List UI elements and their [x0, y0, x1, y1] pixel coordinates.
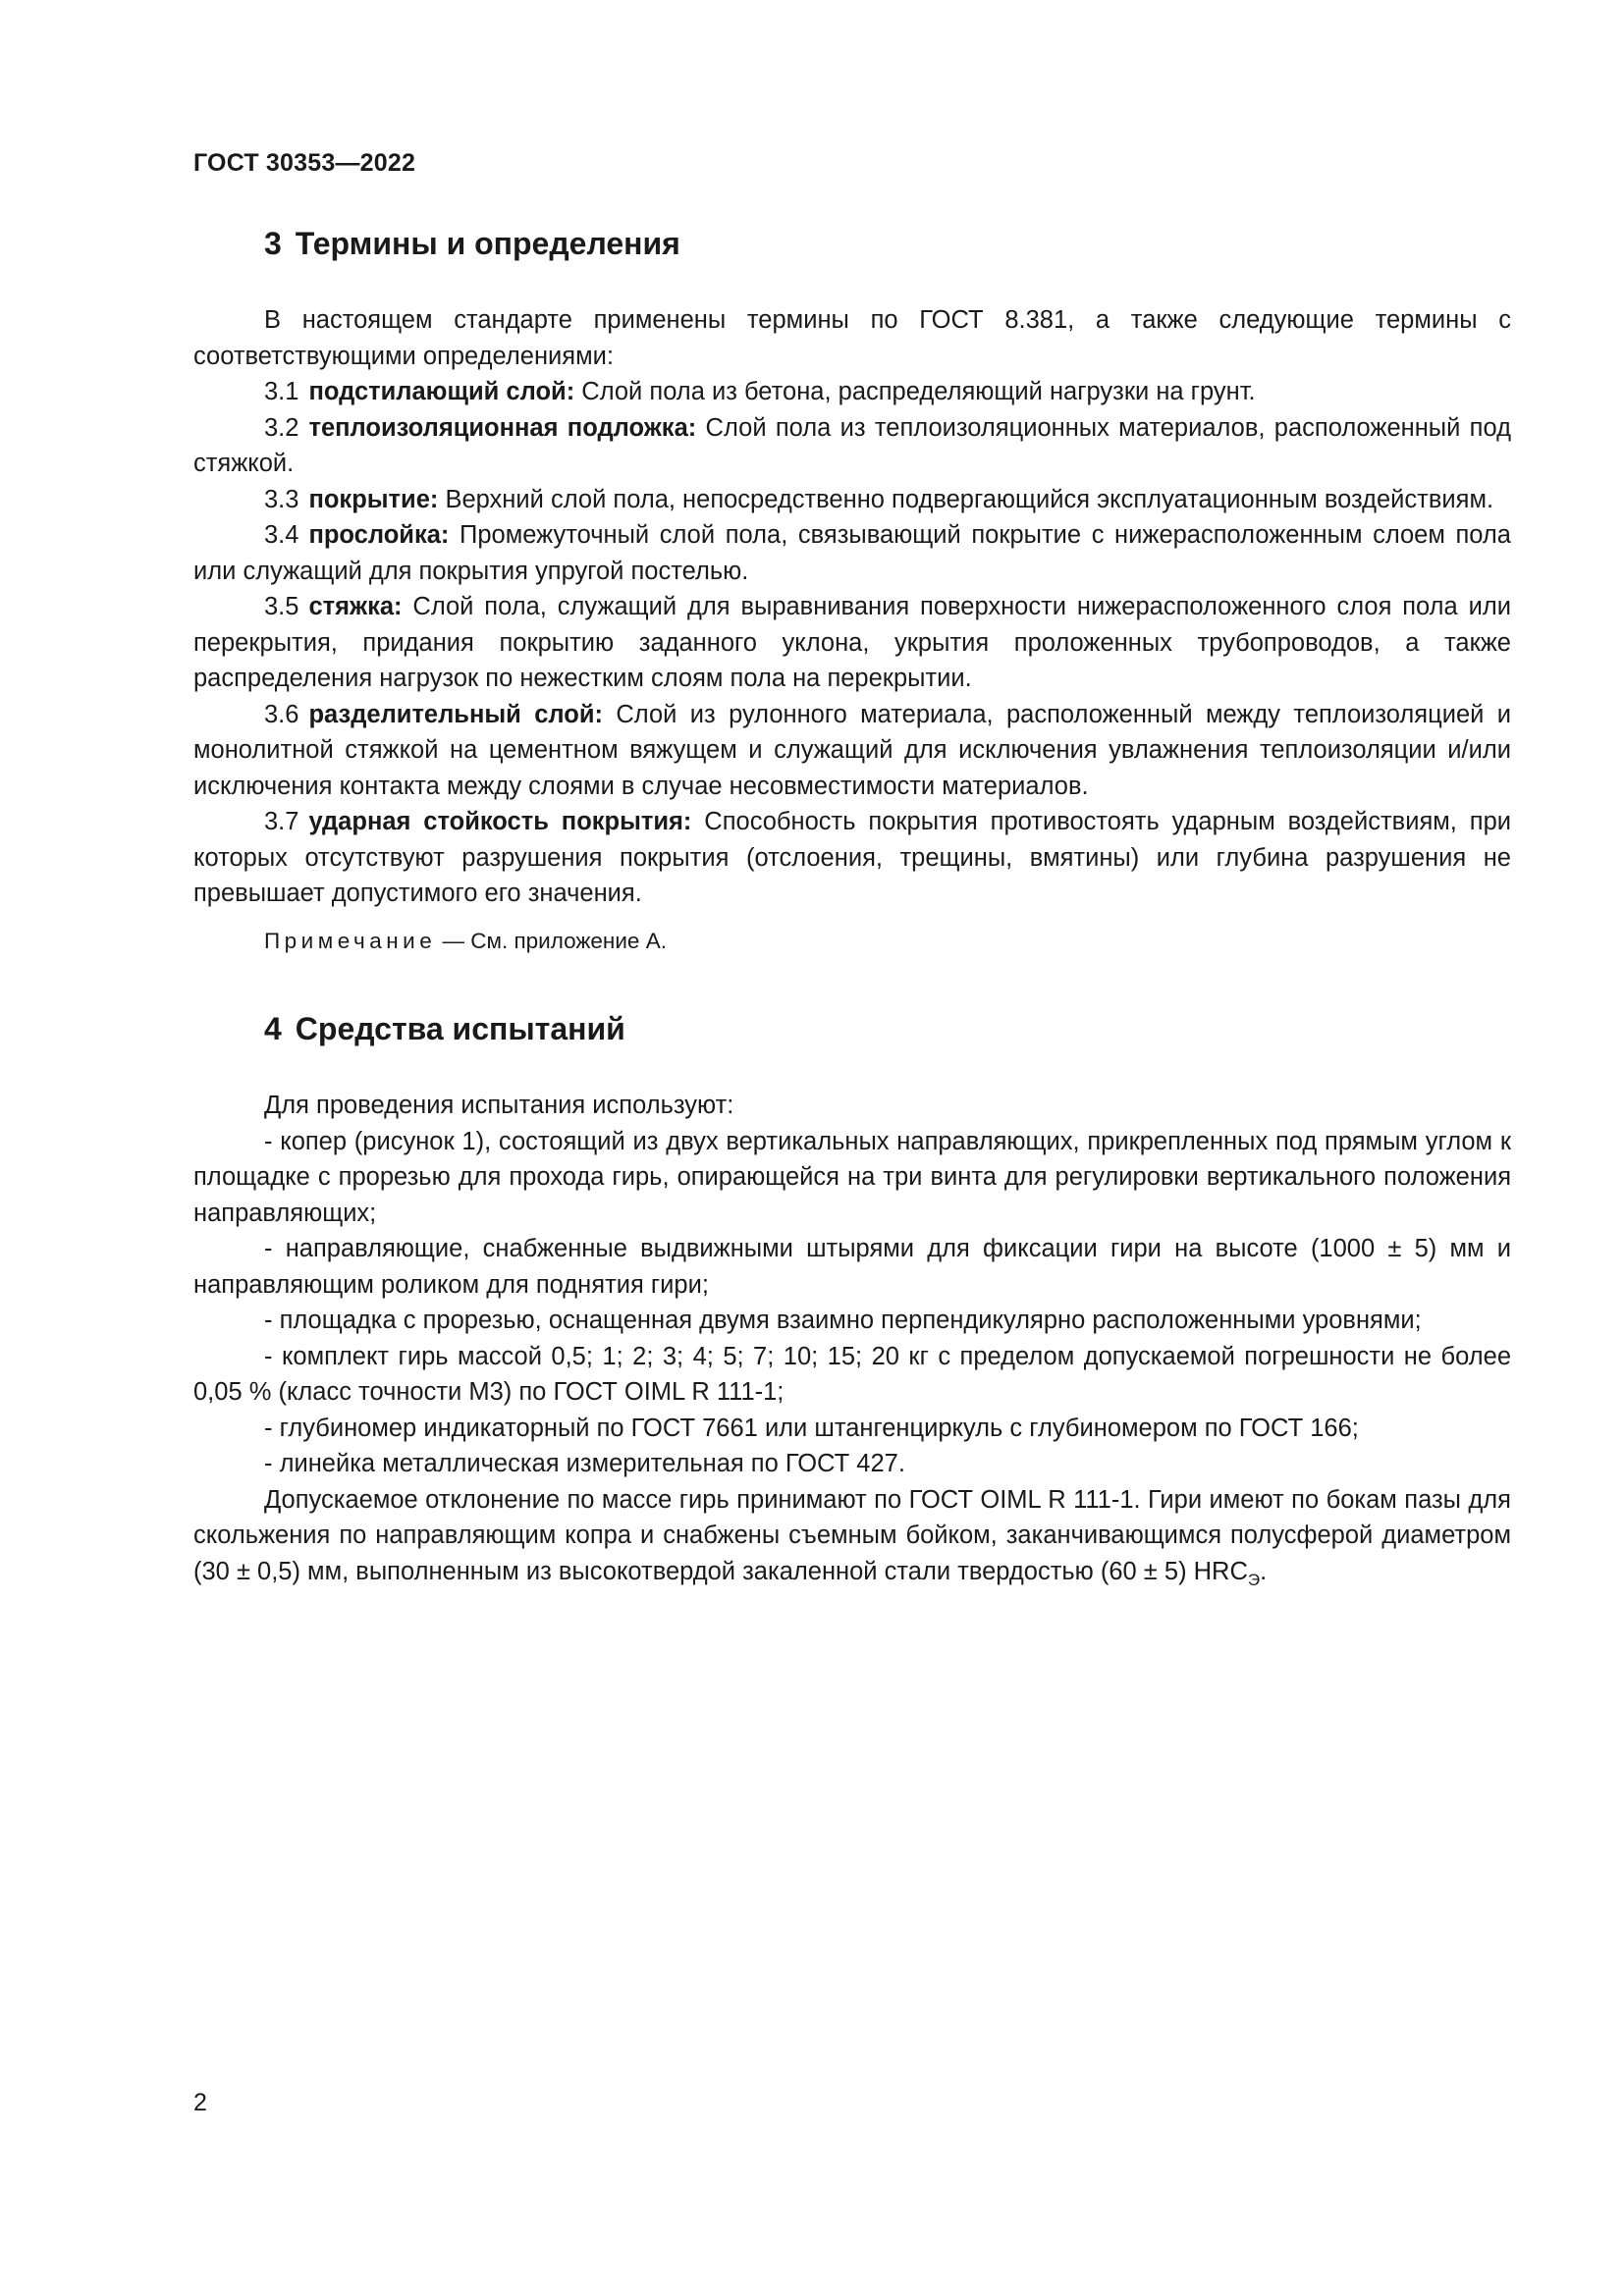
section-test-equipment — [193, 1009, 1511, 1589]
list-item: - площадка с прорезью, оснащенная двумя взаимно перпендикулярно расположенными уровнями; — [264, 1307, 1422, 1334]
term-text: Слой пола, служащий для выравнивания поверхности нижерасположенного слоя пола или перекрытия, придания покрытию заданного уклона, укрытия проложенных трубопроводов, а также распределения нагрузок по нежестким слоям пола на перекрытии. — [193, 593, 1511, 692]
term-number: 3.3 — [264, 485, 299, 513]
term-name: подстилающий слой: — [308, 378, 575, 405]
section-terms — [193, 224, 1511, 957]
term-text: Промежуточный слой пола, связывающий покрытие с нижерасположенным слоем пола или служащий для покрытия упругой постелью. — [193, 521, 1511, 585]
term-definition — [193, 517, 1511, 589]
closing-text: Допускаемое отклонение по массе гирь принимают по ГОСТ OIML R 111-1. Гири имеют по бокам пазы для скольжения по направляющим копра и снабжены съемным бойком, заканчивающимся полусферой диаметром (30 ± 0,5) мм, выполненным из высокотвердой закаленной стали твердостью (60 ± 5) HRC — [193, 1485, 1511, 1585]
page-number: 2 — [193, 2089, 207, 2116]
term-definition — [193, 589, 1511, 697]
section-body — [193, 1088, 1511, 1589]
term-text: Слой из рулонного материала, расположенный между теплоизоляцией и монолитной стяжкой на цементном вяжущем и служащий для исключения увлажнения теплоизоляции и/или исключения контакта между слоями в случае несовместимости материалов. — [193, 700, 1512, 800]
list-item: - копер (рисунок 1), состоящий из двух вертикальных направляющих, прикрепленных под прямым углом к площадке с прорезью для прохода гирь, опирающейся на три винта для регулировки вертикального положения направляющих; — [193, 1127, 1511, 1227]
closing-end: . — [1260, 1557, 1268, 1585]
list-item: - глубиномер индикаторный по ГОСТ 7661 или штангенциркуль с глубиномером по ГОСТ 166; — [264, 1414, 1359, 1442]
document-header: ГОСТ 30353—2022 — [193, 149, 416, 177]
section-number: 4 — [264, 1011, 282, 1046]
term-text: Верхний слой пола, непосредственно подвергающийся эксплуатационным воздействиям. — [438, 485, 1494, 513]
note-label: Примечание — [264, 928, 437, 953]
note-text: — См. приложение А. — [436, 928, 667, 953]
term-definition — [193, 804, 1511, 912]
term-number: 3.7 — [264, 808, 299, 835]
term-name: стяжка: — [308, 593, 403, 620]
section-title — [264, 224, 1511, 263]
note — [193, 926, 1511, 957]
term-text: Слой пола из теплоизоляционных материалов, расположенный под стяжкой. — [193, 413, 1511, 477]
closing-paragraph — [193, 1482, 1511, 1590]
section-body — [193, 302, 1511, 957]
term-definition — [193, 374, 1511, 410]
term-number: 3.1 — [264, 378, 299, 405]
term-definition — [193, 482, 1511, 518]
term-number: 3.4 — [264, 521, 299, 549]
section-title-text: Средства испытаний — [295, 1011, 625, 1046]
term-name: разделительный слой: — [308, 700, 604, 728]
term-name: прослойка: — [308, 521, 450, 549]
term-number: 3.5 — [264, 593, 299, 620]
term-text: Слой пола из бетона, распределяющий нагрузки на грунт. — [574, 378, 1256, 405]
hardness-subscript: Э — [1247, 1570, 1261, 1589]
list-item: - линейка металлическая измерительная по ГОСТ 427. — [264, 1450, 905, 1477]
term-name: ударная стойкость покрытия: — [308, 808, 692, 835]
term-number: 3.2 — [264, 413, 299, 442]
term-name: теплоизоляционная подложка: — [308, 413, 697, 442]
list-item: - комплект гирь массой 0,5; 1; 2; 3; 4; 5; 7; 10; 15; 20 кг с пределом допускаемой погрешности не более 0,05 % (класс точности M3) по ГОСТ OIML R 111-1; — [193, 1342, 1511, 1406]
section-title-text: Термины и определения — [295, 226, 680, 261]
list-item: - направляющие, снабженные выдвижными штырями для фиксации гири на высоте (1000 ± 5) мм и направляющим роликом для поднятия гири; — [193, 1235, 1511, 1299]
term-name: покрытие: — [308, 485, 439, 513]
section-intro: В настоящем стандарте применены термины по ГОСТ 8.381, а также следующие термины с соответствующими определениями: — [193, 306, 1511, 370]
section-intro: Для проведения испытания используют: — [264, 1092, 734, 1119]
term-definition — [193, 697, 1511, 805]
term-text: Способность покрытия противостоять ударным воздействиям, при которых отсутствуют разрушения покрытия (отслоения, трещины, вмятины) или глубина разрушения не превышает допустимого его значения. — [193, 808, 1511, 907]
section-title — [264, 1009, 1511, 1048]
section-number: 3 — [264, 226, 282, 261]
term-number: 3.6 — [264, 700, 299, 728]
term-definition — [193, 410, 1511, 482]
